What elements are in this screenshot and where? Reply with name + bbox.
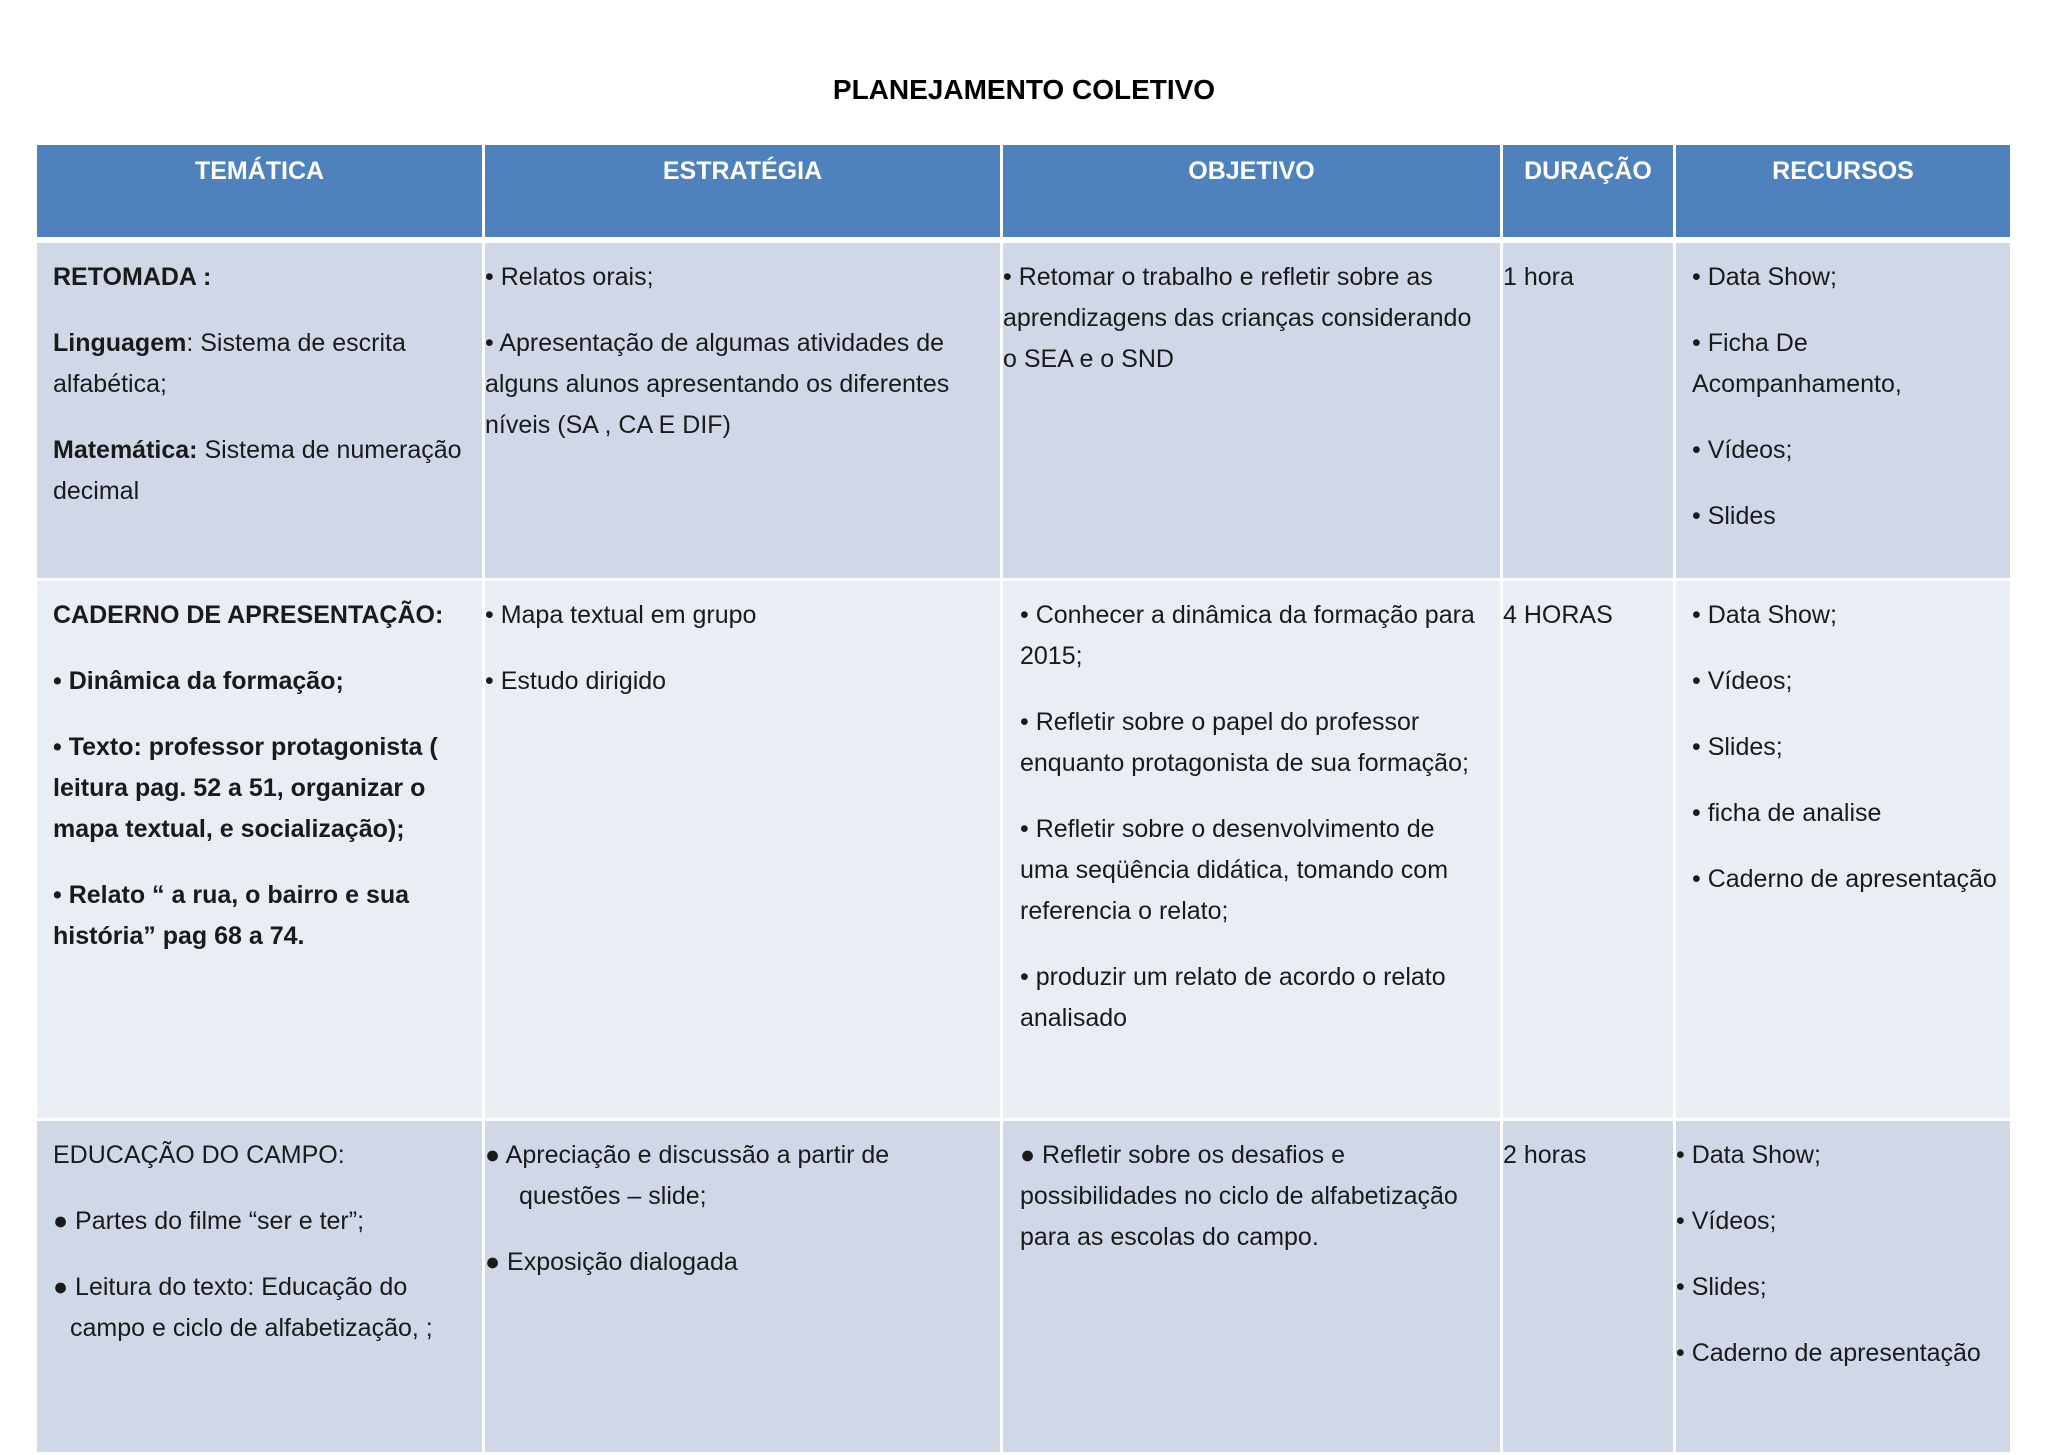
recurso-item: • Data Show; (1692, 263, 1837, 291)
cell-duracao: 1 hora (1502, 240, 1675, 580)
page-title: PLANEJAMENTO COLETIVO (832, 74, 1216, 105)
header-objetivo: OBJETIVO (1002, 144, 1502, 241)
cell-tematica (36, 580, 484, 1120)
cell-estrategia (484, 240, 1002, 580)
recurso-item: • Caderno de apresentação (1676, 1339, 1981, 1367)
tematica-item: ● Leitura do texto: Educação do campo e ciclo de alfabetização, ; (53, 1273, 433, 1342)
estrategia-item: • Relatos orais; (485, 263, 654, 291)
header-row (36, 144, 2012, 241)
estrategia-item: ● Exposição dialogada (485, 1248, 738, 1276)
header-duracao: DURAÇÃO (1502, 144, 1675, 241)
tematica-item: Matemática: Sistema de numeração decimal (53, 436, 462, 505)
cell-objetivo (1002, 1120, 1502, 1454)
tematica-heading: RETOMADA : (53, 263, 212, 291)
planning-table (34, 142, 2013, 1455)
table-row (36, 240, 2012, 580)
estrategia-item: • Mapa textual em grupo (485, 601, 757, 629)
recurso-item: • Ficha De Acompanhamento, (1692, 329, 1902, 398)
tematica-heading: EDUCAÇÃO DO CAMPO: (53, 1141, 345, 1169)
estrategia-item: ● Apreciação e discussão a partir de questões – slide; (485, 1141, 890, 1210)
recurso-item: • Data Show; (1676, 1141, 1821, 1169)
objetivo-item: • Retomar o trabalho e refletir sobre as aprendizagens das crianças considerando o SEA e o SND (1003, 263, 1472, 373)
header-estrategia: ESTRATÉGIA (484, 144, 1002, 241)
tematica-heading: CADERNO DE APRESENTAÇÃO: (53, 601, 444, 629)
objetivo-item: • Conhecer a dinâmica da formação para 2015; (1020, 601, 1475, 670)
tematica-item: • Relato “ a rua, o bairro e sua história” pag 68 a 74. (53, 881, 410, 950)
objetivo-item: ● Refletir sobre os desafios e possibilidades no ciclo de alfabetização para as escolas do campo. (1020, 1141, 1458, 1251)
recurso-item: • Slides; (1692, 733, 1783, 761)
cell-recursos (1675, 1120, 2012, 1454)
estrategia-item: • Estudo dirigido (485, 667, 667, 695)
recurso-item: • ficha de analise (1692, 799, 1882, 827)
cell-duracao: 4 HORAS (1502, 580, 1675, 1120)
cell-estrategia (484, 1120, 1002, 1454)
recurso-item: • Vídeos; (1692, 436, 1793, 464)
cell-tematica (36, 240, 484, 580)
objetivo-item: • produzir um relato de acordo o relato analisado (1020, 963, 1446, 1032)
table-row (36, 580, 2012, 1120)
tematica-item: Linguagem: Sistema de escrita alfabética; (53, 329, 406, 398)
header-recursos: RECURSOS (1675, 144, 2012, 241)
tematica-item: ● Partes do filme “ser e ter”; (53, 1207, 365, 1235)
header-tematica: TEMÁTICA (36, 144, 484, 241)
cell-tematica (36, 1120, 484, 1454)
cell-recursos (1675, 240, 2012, 580)
estrategia-item: • Apresentação de algumas atividades de alguns alunos apresentando os diferentes níveis (SA , CA E DIF) (485, 329, 950, 439)
cell-estrategia (484, 580, 1002, 1120)
tematica-item: • Dinâmica da formação; (53, 667, 344, 695)
cell-objetivo (1002, 240, 1502, 580)
objetivo-item: • Refletir sobre o desenvolvimento de uma seqüência didática, tomando com referencia o relato; (1020, 815, 1449, 925)
tematica-item: • Texto: professor protagonista ( leitura pag. 52 a 51, organizar o mapa textual, e socialização); (53, 733, 438, 843)
recurso-item: • Vídeos; (1692, 667, 1793, 695)
recurso-item: • Slides; (1676, 1273, 1767, 1301)
objetivo-item: • Refletir sobre o papel do professor enquanto protagonista de sua formação; (1020, 708, 1469, 777)
cell-objetivo (1002, 580, 1502, 1120)
cell-duracao: 2 horas (1502, 1120, 1675, 1454)
recurso-item: • Vídeos; (1676, 1207, 1777, 1235)
recurso-item: • Data Show; (1692, 601, 1837, 629)
recurso-item: • Caderno de apresentação (1692, 865, 1997, 893)
recurso-item: • Slides (1692, 502, 1776, 530)
cell-recursos (1675, 580, 2012, 1120)
table-row (36, 1120, 2012, 1454)
